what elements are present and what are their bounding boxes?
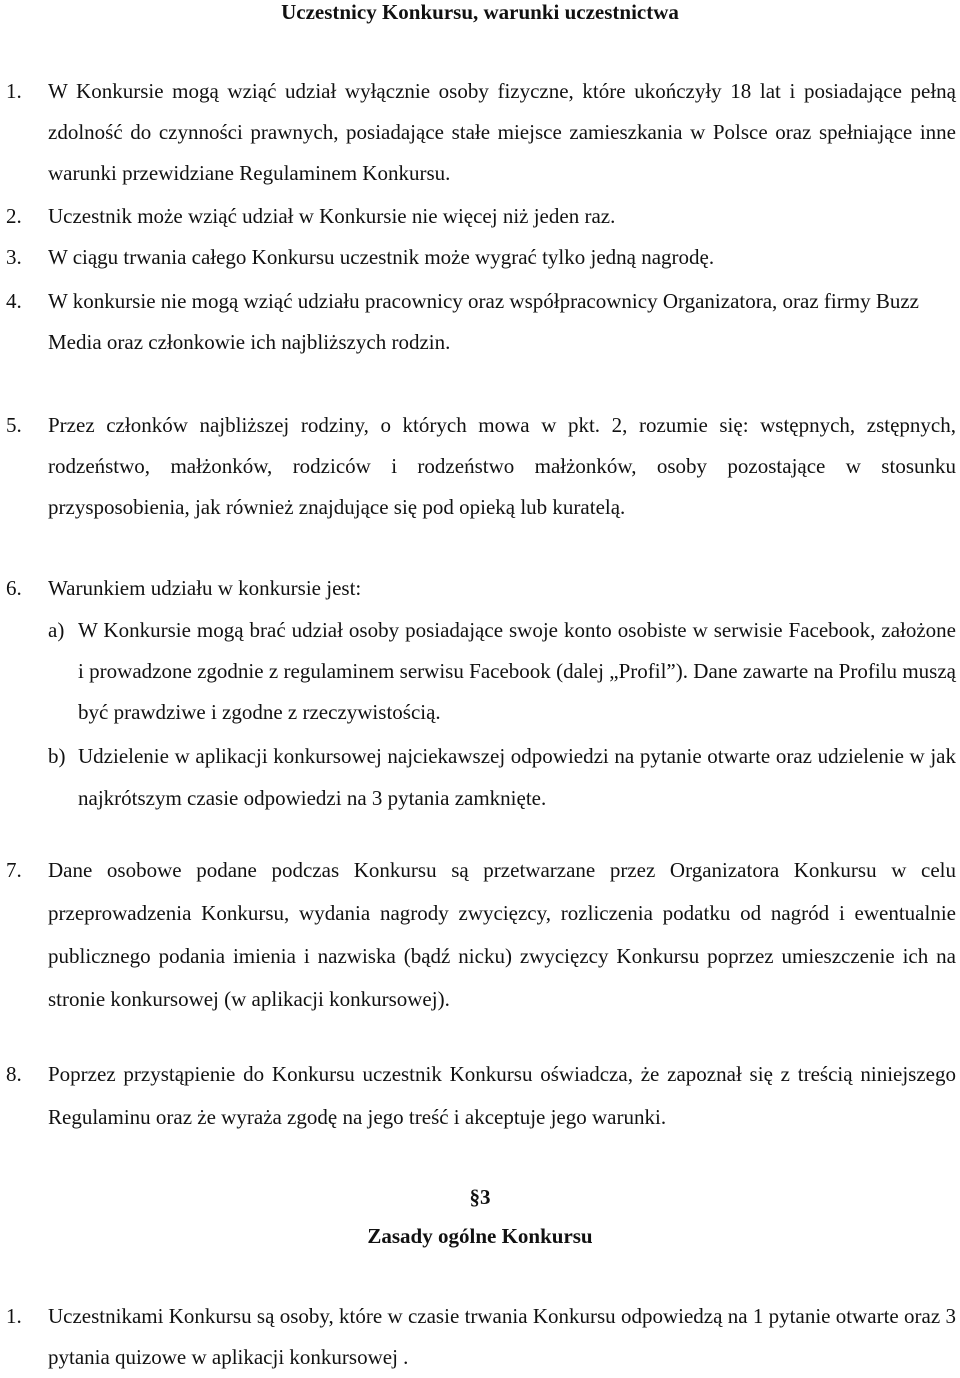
list-item-text: Warunkiem udziału w konkursie jest: — [48, 576, 362, 600]
list-item-text: Przez członków najbliższej rodziny, o których mowa w pkt. 2, rozumie się: wstępnych, zstępnych, rodzeństwo, małżonków, rodziców i rodzeństwo małżonków, osoby pozostające w stosunku przysposobienia, jak również znajdujące się pod opieką lub kuratelą. — [48, 413, 956, 519]
section-number: §3 — [469, 1185, 491, 1209]
list-item-number: 1. — [6, 1304, 22, 1328]
list-item — [0, 237, 960, 278]
list-item-text: W ciągu trwania całego Konkursu uczestnik może wygrać tylko jedną nagrodę. — [48, 245, 715, 269]
list-item-number: 8. — [6, 1062, 22, 1086]
list-item — [0, 196, 960, 237]
sub-list-item-letter: a) — [48, 618, 65, 642]
list-item-text: W Konkursie mogą wziąć udział wyłącznie osoby fizyczne, które ukończyły 18 lat i posiadające pełną zdolność do czynności prawnych, posiadające stałe miejsce zamieszkania w Polsce oraz spełniające inne warunki przewidziane Regulaminem Konkursu. — [48, 79, 956, 185]
list-item-number: 3. — [6, 245, 22, 269]
list-item — [0, 568, 960, 609]
list-item-text: Poprzez przystąpienie do Konkursu uczestnik Konkursu oświadcza, że zapoznał się z treścią niniejszego Regulaminu oraz że wyraża zgodę na jego treść i akceptuje jego warunki. — [48, 1062, 956, 1129]
sub-list-item-text: Udzielenie w aplikacji konkursowej najciekawszej odpowiedzi na pytanie otwarte oraz udzielenie w jak najkrótszym czasie odpowiedzi na 3 pytania zamknięte. — [78, 744, 956, 810]
sub-list-item-letter: b) — [48, 744, 66, 768]
list-item — [0, 1053, 960, 1139]
list-item-number: 5. — [6, 413, 22, 437]
section-heading: Uczestnicy Konkursu, warunki uczestnictwa — [281, 0, 679, 24]
list-item — [0, 405, 960, 531]
list-item — [0, 849, 960, 1021]
list-item-text: W konkursie nie mogą wziąć udziału pracownicy oraz współpracownicy Organizatora, oraz firmy Buzz Media oraz członkowie ich najbliższych rodzin. — [48, 289, 919, 354]
list-item — [0, 71, 960, 197]
list-item — [0, 1296, 960, 1370]
list-item-number: 2. — [6, 204, 22, 228]
list-item-number: 1. — [6, 79, 22, 103]
sub-list-item — [0, 610, 960, 736]
list-item-text: Dane osobowe podane podczas Konkursu są przetwarzane przez Organizatora Konkursu w celu przeprowadzenia Konkursu, wydania nagrody zwycięzcy, rozliczenia podatku od nagród i ewentualnie publicznego podania imienia i nazwiska (bądź nicku) zwycięzcy Konkursu poprzez umieszczenie ich na stronie konkursowej (w aplikacji konkursowej). — [48, 858, 956, 1011]
list-item-text: Uczestnik może wziąć udział w Konkursie nie więcej niż jeden raz. — [48, 204, 616, 228]
list-item-text: Uczestnikami Konkursu są osoby, które w czasie trwania Konkursu odpowiedzą na 1 pytanie otwarte oraz 3 pytania quizowe w aplikacji konkursowej . — [48, 1304, 956, 1369]
list-item-number: 4. — [6, 289, 22, 313]
list-item-number: 6. — [6, 576, 22, 600]
list-item — [0, 281, 960, 363]
section-title: Zasady ogólne Konkursu — [367, 1224, 593, 1248]
list-item-number: 7. — [6, 858, 22, 882]
sub-list-item-text: W Konkursie mogą brać udział osoby posiadające swoje konto osobiste w serwisie Facebook, założone i prowadzone zgodnie z regulaminem serwisu Facebook (dalej „Profil”). Dane zawarte na Profilu muszą być prawdziwe i zgodne z rzeczywistością. — [78, 618, 956, 724]
sub-list-item — [0, 735, 960, 819]
